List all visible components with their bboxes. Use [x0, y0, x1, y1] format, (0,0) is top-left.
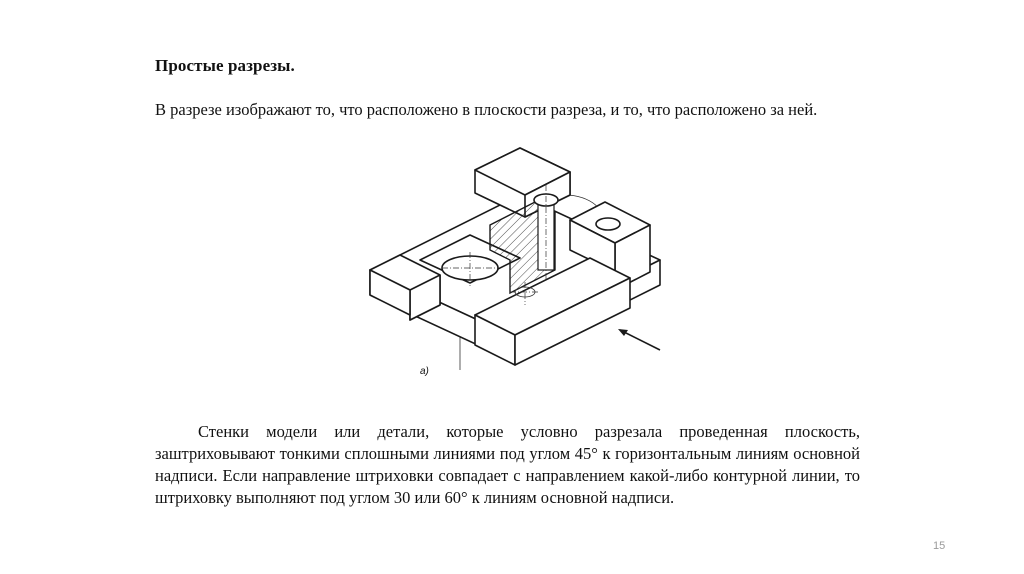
figure-label: а) [420, 366, 429, 377]
isometric-section-drawing [360, 140, 670, 390]
page-number: 15 [933, 540, 946, 552]
slide-title: Простые разрезы. [155, 56, 295, 75]
body-paragraph: Стенки модели или детали, которые условно разрезала проведенная плоскость, заштриховывают тонкими сплошными линиями под углом 45° к горизонтальным линиям основной надписи. Если направление штриховки совпадает с направлением какой-либо контурной линии, то штриховку выполняют под углом 30 или 60° к линиям основной надписи. [155, 422, 860, 507]
intro-text: В разрезе изображают то, что расположено в плоскости разреза, и то, что расположено за ней. [155, 100, 818, 119]
